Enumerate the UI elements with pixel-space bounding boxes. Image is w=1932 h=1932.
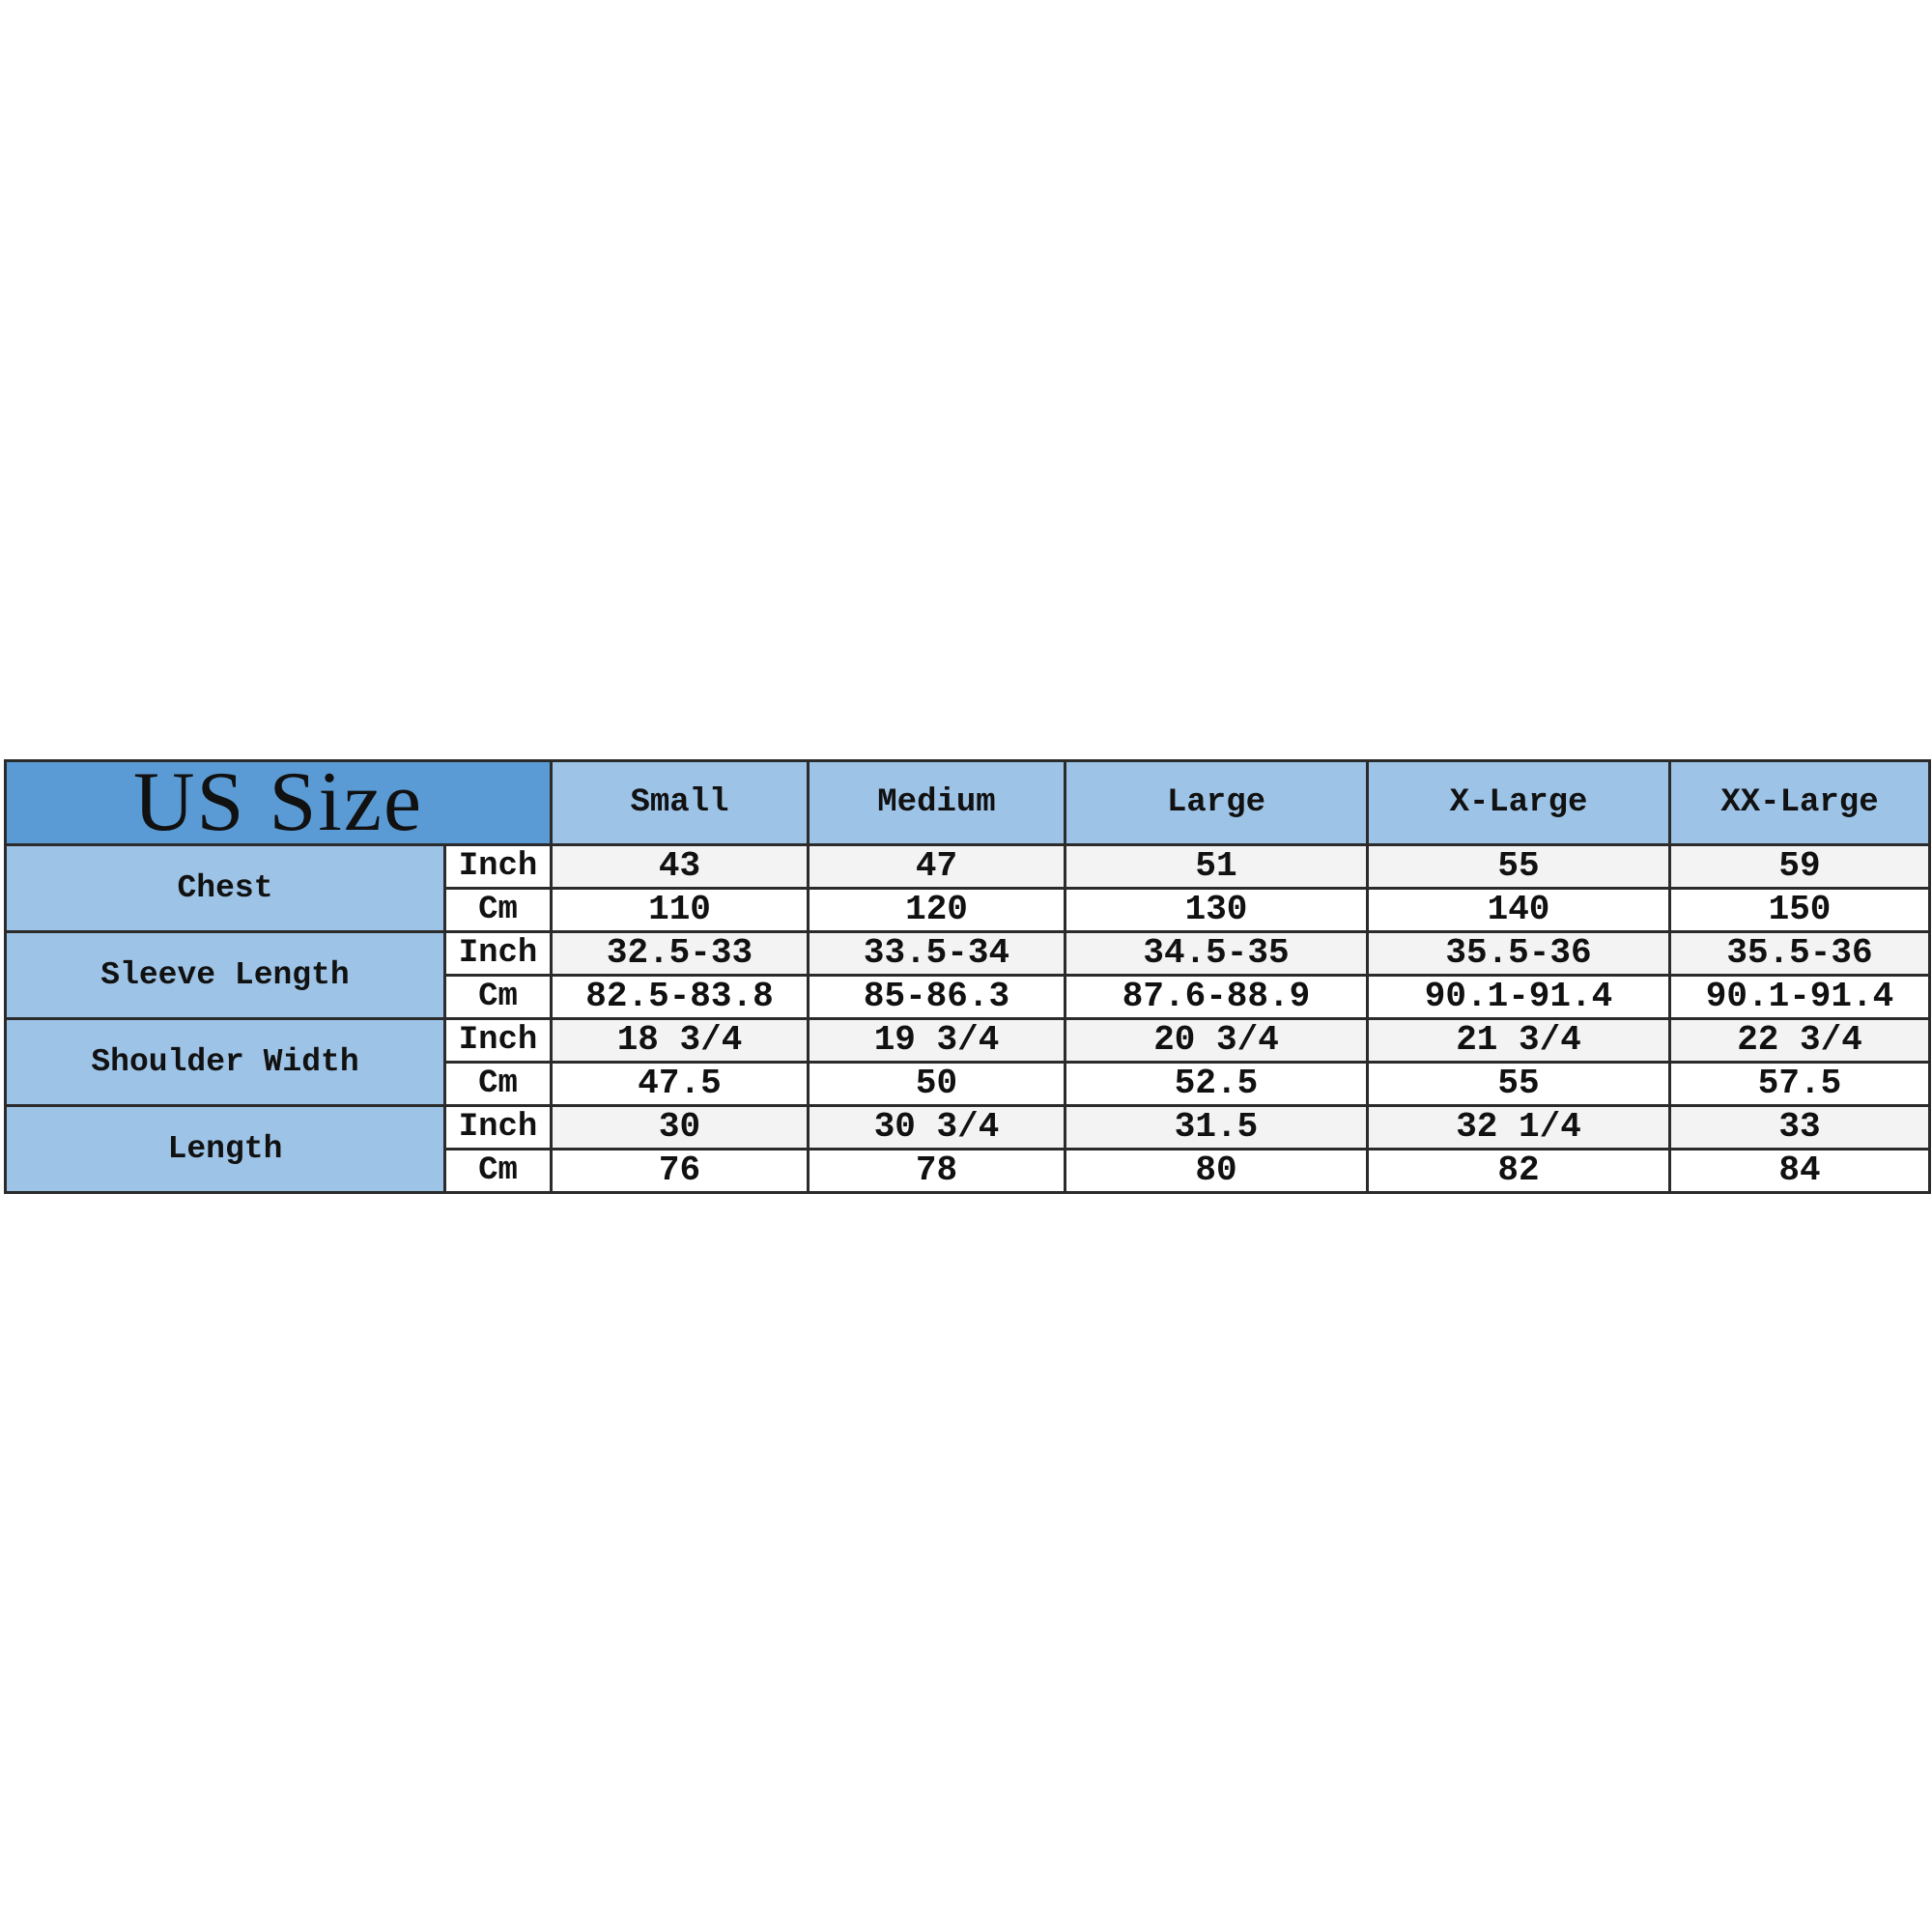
table-cell: 32 1/4 — [1368, 1106, 1670, 1150]
size-table-body — [6, 845, 1930, 1193]
table-cell: 110 — [552, 889, 809, 932]
table-cell: 52.5 — [1065, 1063, 1368, 1106]
unit-label: Cm — [445, 889, 552, 932]
size-header-medium: Medium — [809, 761, 1065, 845]
table-cell: 22 3/4 — [1670, 1019, 1930, 1063]
table-cell: 51 — [1065, 845, 1368, 889]
size-header-x-large: X-Large — [1368, 761, 1670, 845]
table-cell: 87.6-88.9 — [1065, 976, 1368, 1019]
size-header-xx-large: XX-Large — [1670, 761, 1930, 845]
table-cell: 32.5-33 — [552, 932, 809, 976]
table-cell: 31.5 — [1065, 1106, 1368, 1150]
table-cell: 76 — [552, 1150, 809, 1193]
table-cell: 55 — [1368, 845, 1670, 889]
table-cell: 35.5-36 — [1368, 932, 1670, 976]
table-cell: 30 — [552, 1106, 809, 1150]
table-cell: 130 — [1065, 889, 1368, 932]
table-cell: 90.1-91.4 — [1670, 976, 1930, 1019]
table-cell: 84 — [1670, 1150, 1930, 1193]
table-cell: 80 — [1065, 1150, 1368, 1193]
size-header-row — [6, 761, 1930, 845]
table-title: US Size — [6, 761, 552, 845]
table-row — [6, 1019, 1930, 1063]
table-row — [6, 932, 1930, 976]
table-row — [6, 845, 1930, 889]
unit-label: Inch — [445, 1106, 552, 1150]
unit-label: Cm — [445, 1063, 552, 1106]
table-cell: 59 — [1670, 845, 1930, 889]
measurement-label: Length — [6, 1106, 445, 1193]
table-cell: 150 — [1670, 889, 1930, 932]
table-cell: 18 3/4 — [552, 1019, 809, 1063]
table-cell: 20 3/4 — [1065, 1019, 1368, 1063]
table-cell: 120 — [809, 889, 1065, 932]
table-cell: 33 — [1670, 1106, 1930, 1150]
table-row — [6, 1106, 1930, 1150]
table-cell: 30 3/4 — [809, 1106, 1065, 1150]
unit-label: Cm — [445, 1150, 552, 1193]
table-cell: 90.1-91.4 — [1368, 976, 1670, 1019]
table-cell: 82 — [1368, 1150, 1670, 1193]
table-cell: 140 — [1368, 889, 1670, 932]
table-cell: 43 — [552, 845, 809, 889]
table-cell: 78 — [809, 1150, 1065, 1193]
measurement-label: Shoulder Width — [6, 1019, 445, 1106]
table-cell: 47 — [809, 845, 1065, 889]
table-cell: 57.5 — [1670, 1063, 1930, 1106]
size-chart-table — [4, 759, 1931, 1194]
table-cell: 50 — [809, 1063, 1065, 1106]
table-cell: 82.5-83.8 — [552, 976, 809, 1019]
measurement-label: Chest — [6, 845, 445, 932]
table-cell: 55 — [1368, 1063, 1670, 1106]
table-cell: 19 3/4 — [809, 1019, 1065, 1063]
table-cell: 85-86.3 — [809, 976, 1065, 1019]
measurement-label: Sleeve Length — [6, 932, 445, 1019]
unit-label: Inch — [445, 845, 552, 889]
table-cell: 21 3/4 — [1368, 1019, 1670, 1063]
unit-label: Inch — [445, 1019, 552, 1063]
size-header-large: Large — [1065, 761, 1368, 845]
unit-label: Inch — [445, 932, 552, 976]
table-cell: 47.5 — [552, 1063, 809, 1106]
unit-label: Cm — [445, 976, 552, 1019]
table-cell: 34.5-35 — [1065, 932, 1368, 976]
table-cell: 35.5-36 — [1670, 932, 1930, 976]
table-cell: 33.5-34 — [809, 932, 1065, 976]
size-header-small: Small — [552, 761, 809, 845]
